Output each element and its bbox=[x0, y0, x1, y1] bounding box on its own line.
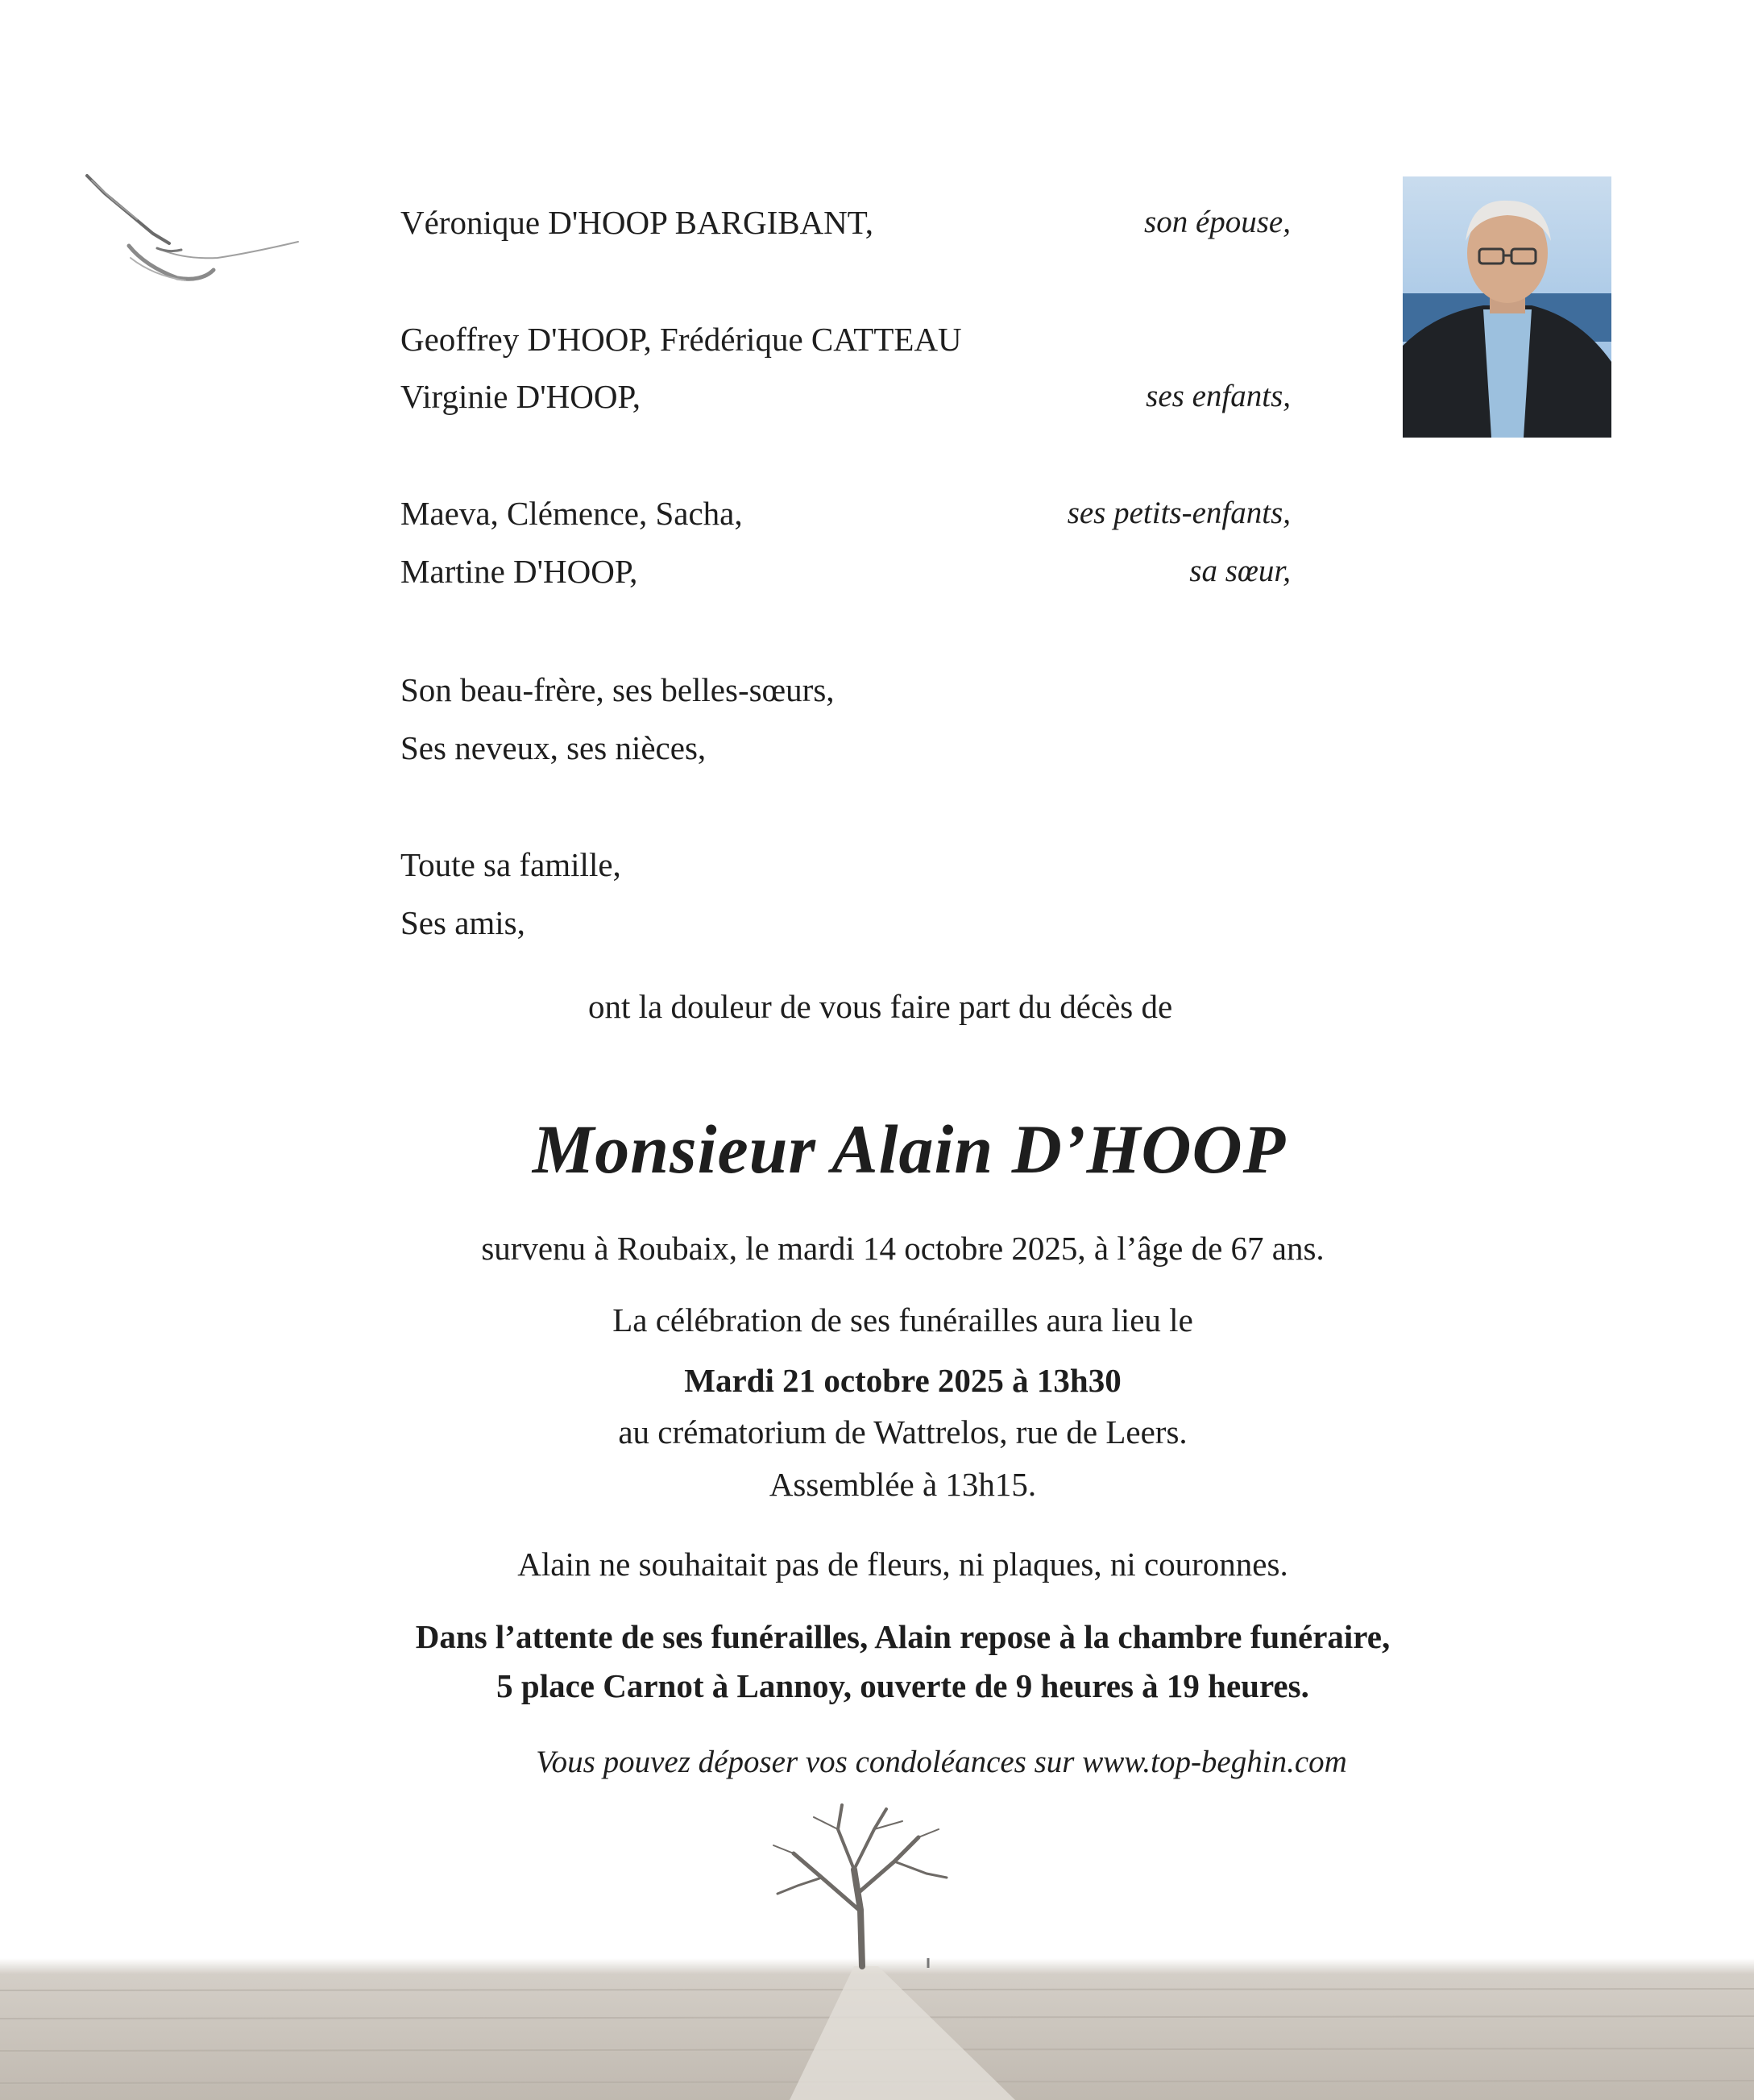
family-row-children-1 bbox=[400, 315, 1291, 363]
family-name: Son beau-frère, ses belles-sœurs, bbox=[400, 671, 835, 708]
family-name: Ses amis, bbox=[400, 904, 525, 941]
ceremony-datetime: Mardi 21 octobre 2025 à 13h30 bbox=[684, 1362, 1122, 1399]
family-row-grandchildren bbox=[400, 489, 1291, 537]
assembly-time: Assemblée à 13h15. bbox=[769, 1466, 1037, 1503]
family-row-in-laws bbox=[400, 666, 1291, 714]
family-row-sister bbox=[400, 547, 1291, 596]
family-name: Martine D'HOOP, bbox=[400, 553, 638, 590]
flowers-note: Alain ne souhaitait pas de fleurs, ni plaques, ni couronnes. bbox=[517, 1546, 1288, 1583]
family-relation: ses petits-enfants, bbox=[1067, 496, 1291, 530]
family-row-children-2 bbox=[400, 372, 1291, 421]
rest-place-line-1: Dans l’attente de ses funérailles, Alain repose à la chambre funéraire, bbox=[415, 1618, 1391, 1655]
announcement-text: ont la douleur de vous faire part du décès de bbox=[588, 988, 1173, 1025]
family-name: Maeva, Clémence, Sacha, bbox=[400, 495, 743, 532]
family-name: Ses neveux, ses nièces, bbox=[400, 729, 707, 766]
family-relation: sa sœur, bbox=[1189, 554, 1291, 588]
tree-landscape-illustration bbox=[0, 1797, 1754, 2100]
family-row-friends bbox=[400, 899, 1291, 947]
family-name: Véronique D'HOOP BARGIBANT, bbox=[400, 204, 874, 241]
family-relation: son épouse, bbox=[1144, 205, 1291, 239]
portrait-photo bbox=[1403, 176, 1611, 438]
family-row-nephews bbox=[400, 724, 1291, 772]
condolences-note: Vous pouvez déposer vos condoléances sur www.top-beghin.com bbox=[536, 1745, 1347, 1779]
family-name: Virginie D'HOOP, bbox=[400, 378, 641, 415]
death-details: survenu à Roubaix, le mardi 14 octobre 2025, à l’âge de 67 ans. bbox=[481, 1230, 1325, 1267]
bird-illustration bbox=[81, 169, 322, 298]
family-relation: ses enfants, bbox=[1146, 379, 1291, 413]
ceremony-intro: La célébration de ses funérailles aura lieu le bbox=[612, 1301, 1193, 1338]
deceased-name: Monsieur Alain D’HOOP bbox=[532, 1110, 1287, 1188]
rest-place-line-2: 5 place Carnot à Lannoy, ouverte de 9 heures à 19 heures. bbox=[496, 1667, 1309, 1704]
family-row-family bbox=[400, 840, 1291, 889]
family-name: Toute sa famille, bbox=[400, 846, 621, 883]
ceremony-place: au crématorium de Wattrelos, rue de Leers. bbox=[618, 1413, 1188, 1450]
family-row-spouse bbox=[400, 198, 1291, 247]
family-name: Geoffrey D'HOOP, Frédérique CATTEAU bbox=[400, 321, 962, 358]
